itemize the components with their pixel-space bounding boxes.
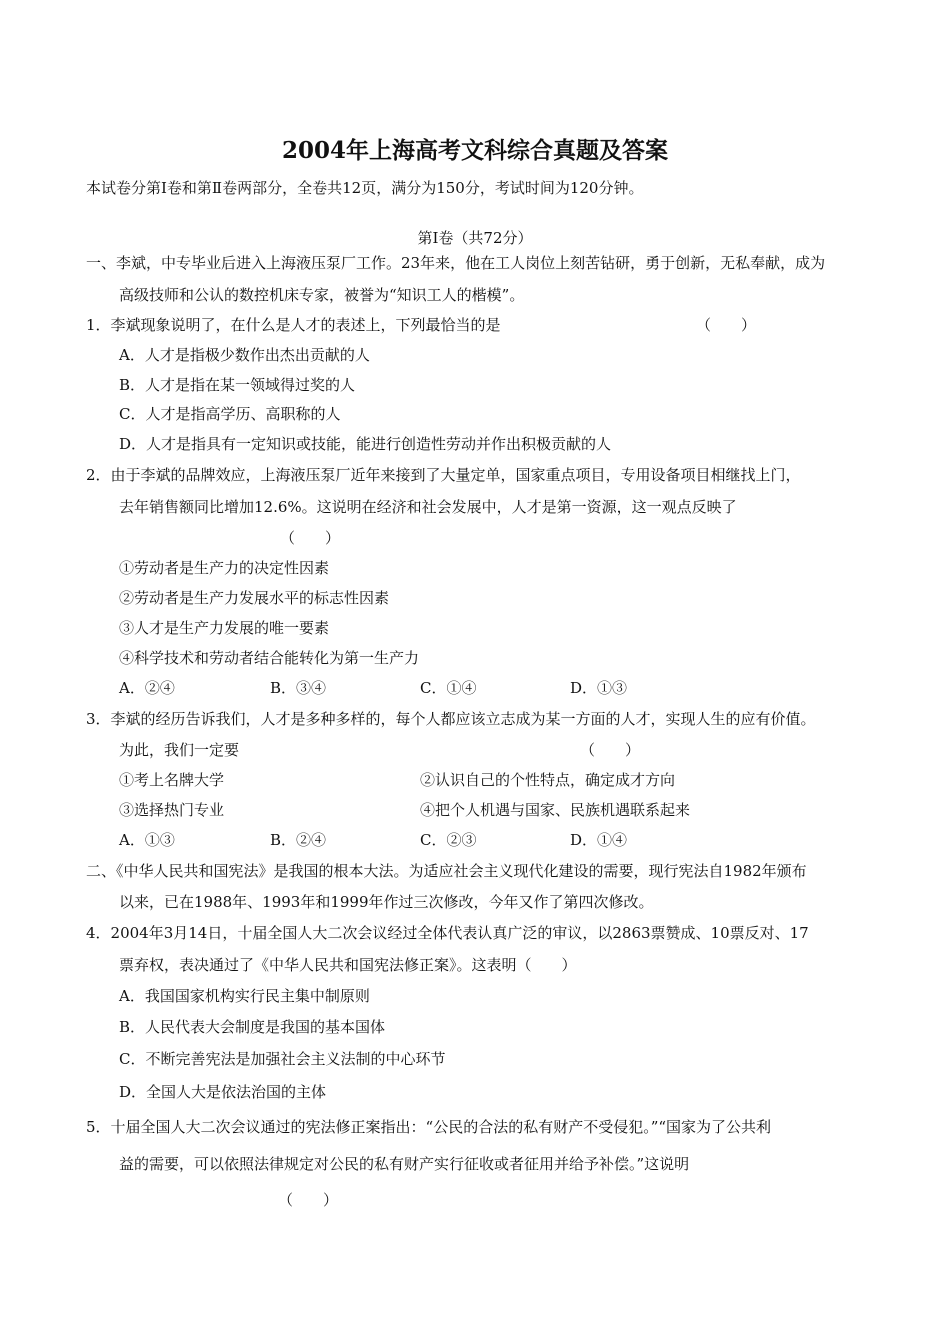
q3-stem-line2: 为此，我们一定要 [119, 741, 240, 759]
q3-item-3: ③选择热门专业 [119, 801, 225, 819]
q2-answer-paren: （ ） [280, 529, 341, 547]
q3-option-d: D．①④ [570, 831, 628, 849]
q2-item-3: ③人才是生产力发展的唯一要素 [119, 619, 330, 637]
q3-answer-paren: （ ） [580, 741, 641, 759]
q4-option-a: A．我国国家机构实行民主集中制原则 [119, 987, 370, 1005]
q4-stem-line1: 4．2004年3月14日，十届全国人大二次会议经过全体代表认真广泛的审议，以2863票赞成、10票反对、17 [86, 924, 809, 942]
q3-item-1: ①考上名牌大学 [119, 771, 225, 789]
q3-option-a: A．①③ [119, 831, 175, 849]
q3-option-c: C．②③ [420, 831, 477, 849]
q5-stem-line2: 益的需要，可以依照法律规定对公民的私有财产实行征收或者征用并给予补偿。”这说明 [119, 1155, 690, 1173]
q4-option-b: B．人民代表大会制度是我国的基本国体 [119, 1018, 386, 1036]
q1-answer-paren: （ ） [696, 316, 757, 334]
q2-option-b: B．③④ [270, 679, 327, 697]
section-heading: 第Ⅰ卷（共72分） [417, 229, 533, 247]
q4-option-d: D．全国人大是依法治国的主体 [119, 1083, 327, 1101]
intro-text: 本试卷分第Ⅰ卷和第Ⅱ卷两部分，全卷共12页，满分为150分，考试时间为120分钟。 [86, 179, 644, 197]
q2-stem-line1: 2．由于李斌的品牌效应，上海液压泵厂近年来接到了大量定单，国家重点项目，专用设备项目相继找上门， [86, 466, 801, 484]
q4-option-c: C．不断完善宪法是加强社会主义法制的中心环节 [119, 1050, 446, 1068]
q3-item-4: ④把个人机遇与国家、民族机遇联系起来 [420, 801, 691, 819]
q2-stem-line2: 去年销售额同比增加12.6%。这说明在经济和社会发展中，人才是第一资源，这一观点反映了 [119, 498, 737, 516]
q1-option-b: B．人才是指在某一领域得过奖的人 [119, 376, 356, 394]
part2-stem-line2: 以来，已在1988年、1993年和1999年作过三次修改，今年又作了第四次修改。 [119, 893, 654, 911]
q2-option-a: A．②④ [119, 679, 175, 697]
q1-stem: 1．李斌现象说明了，在什么是人才的表述上，下列最恰当的是 [86, 316, 501, 334]
part1-stem-line1: 一、李斌，中专毕业后进入上海液压泵厂工作。23年来，他在工人岗位上刻苦钻研，勇于创新，无私奉献，成为 [86, 254, 826, 272]
page-title: 2004年上海高考文科综合真题及答案 [281, 137, 668, 164]
q1-option-a: A．人才是指极少数作出杰出贡献的人 [119, 346, 370, 364]
q2-item-1: ①劳动者是生产力的决定性因素 [119, 559, 330, 577]
q1-option-d: D．人才是指具有一定知识或技能，能进行创造性劳动并作出积极贡献的人 [119, 435, 612, 453]
q5-answer-paren: （ ） [278, 1191, 339, 1209]
q4-stem-line2: 票弃权，表决通过了《中华人民共和国宪法修正案》。这表明（ ） [119, 956, 577, 974]
q3-option-b: B．②④ [270, 831, 327, 849]
q3-item-2: ②认识自己的个性特点，确定成才方向 [420, 771, 676, 789]
part2-stem-line1: 二、《中华人民共和国宪法》是我国的根本大法。为适应社会主义现代化建设的需要，现行宪法自1982年颁布 [86, 862, 807, 880]
q2-item-4: ④科学技术和劳动者结合能转化为第一生产力 [119, 649, 420, 667]
q2-option-d: D．①③ [570, 679, 628, 697]
q2-option-c: C．①④ [420, 679, 477, 697]
part1-stem-line2: 高级技师和公认的数控机床专家，被誉为“知识工人的楷模”。 [119, 286, 525, 304]
q5-stem-line1: 5．十届全国人大二次会议通过的宪法修正案指出：“公民的合法的私有财产不受侵犯。”“国家为了公共利 [86, 1118, 772, 1136]
q3-stem-line1: 3．李斌的经历告诉我们，人才是多种多样的，每个人都应该立志成为某一方面的人才，实现人生的应有价值。 [86, 710, 816, 728]
q2-item-2: ②劳动者是生产力发展水平的标志性因素 [119, 589, 390, 607]
q1-option-c: C．人才是指高学历、高职称的人 [119, 405, 341, 423]
